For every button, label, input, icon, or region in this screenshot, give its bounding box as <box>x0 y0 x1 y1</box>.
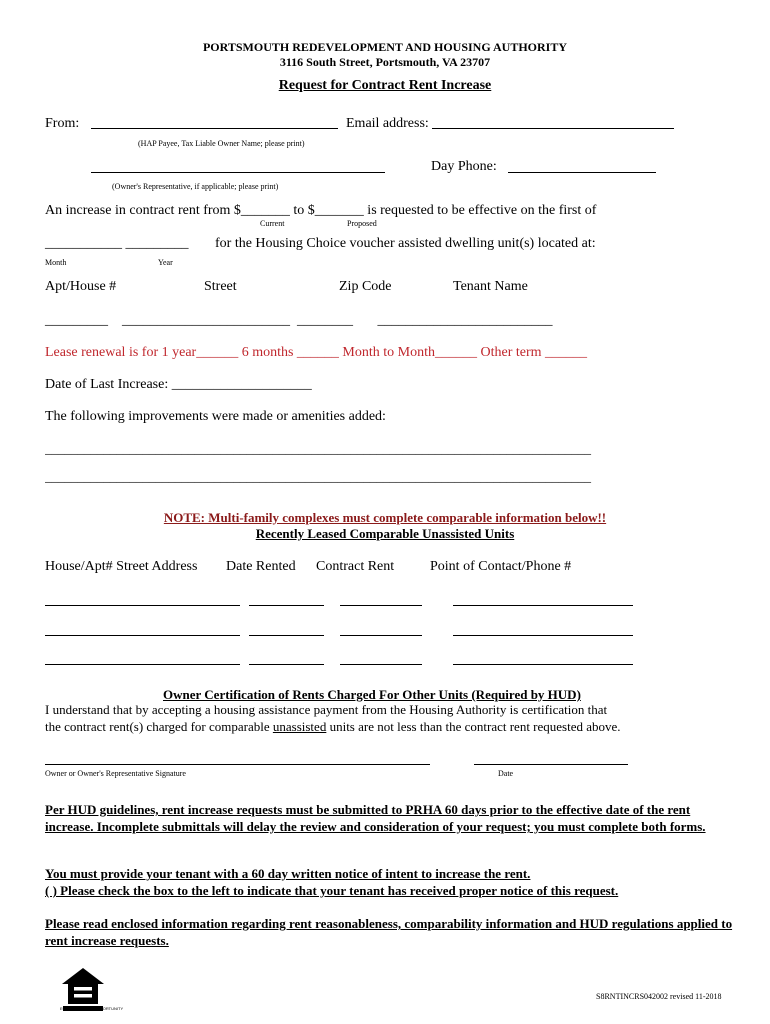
comp-row-3-contact[interactable] <box>453 664 633 665</box>
comp-row-2-address[interactable] <box>45 635 240 636</box>
col-street: Street <box>204 279 237 294</box>
day-phone-field[interactable] <box>508 172 656 173</box>
current-label: Current <box>260 219 285 228</box>
comparables-heading: Recently Leased Comparable Unassisted Units <box>255 526 515 541</box>
page-title: Request for Contract Rent Increase <box>278 78 492 93</box>
certification-text-1: I understand that by accepting a housing assistance payment from the Housing Authority is certification that <box>45 702 608 717</box>
signature-date-field[interactable] <box>474 764 628 765</box>
year-label: Year <box>158 258 173 267</box>
col-tenant-name: Tenant Name <box>453 279 528 294</box>
email-label: Email address: <box>346 116 429 131</box>
month-label: Month <box>45 258 67 267</box>
comp-row-3-date[interactable] <box>249 664 324 665</box>
representative-caption: (Owner's Representative, if applicable; please print) <box>112 182 279 191</box>
comp-col-date-rented: Date Rented <box>226 559 296 574</box>
month-year-blanks[interactable]: ___________ _________ <box>45 236 189 251</box>
col-zip-code: Zip Code <box>339 279 392 294</box>
comp-row-3-rent[interactable] <box>340 664 422 665</box>
unit-row-blanks[interactable]: _________ ________________________ ________ _________________________ <box>45 313 553 328</box>
signature-field[interactable] <box>45 764 430 765</box>
certification-text-2 <box>45 719 621 735</box>
comp-row-3-address[interactable] <box>45 664 240 665</box>
tenant-notice-checkbox[interactable]: ( ) Please check the box to the left to indicate that your tenant has received proper notice of this request. <box>45 883 619 898</box>
representative-name-field[interactable] <box>91 172 385 173</box>
comp-col-address: House/Apt# Street Address <box>45 559 198 574</box>
proposed-label: Proposed <box>347 219 377 228</box>
improvements-line-1[interactable]: ____________________________________________________________________________________ <box>45 441 591 456</box>
signature-date-label: Date <box>498 769 514 778</box>
hud-guidelines-notice: Per HUD guidelines, rent increase requests must be submitted to PRHA 60 days prior to the effective date of the rent increase. Incomplete submittals will delay the review and consideration of your request; you must complete both forms. <box>45 802 706 834</box>
comp-row-1-date[interactable] <box>249 605 324 606</box>
org-address: 3116 South Street, Portsmouth, VA 23707 <box>279 55 491 69</box>
tenant-notice: You must provide your tenant with a 60 day written notice of intent to increase the rent. <box>45 866 531 881</box>
improvements-line-2[interactable]: ____________________________________________________________________________________ <box>45 469 591 484</box>
comp-col-contact: Point of Contact/Phone # <box>430 559 572 574</box>
last-increase-field[interactable]: Date of Last Increase: ____________________ <box>45 377 312 392</box>
col-apt-house: Apt/House # <box>45 279 117 294</box>
comp-row-2-date[interactable] <box>249 635 324 636</box>
certification-heading: Owner Certification of Rents Charged For Other Units (Required by HUD) <box>163 687 581 702</box>
unassisted-word: unassisted <box>272 719 327 734</box>
from-label: From: <box>45 116 80 131</box>
certification-text-2a: the contract rent(s) charged for comparable <box>45 719 273 734</box>
increase-sentence: An increase in contract rent from $_______ to $_______ is requested to be effective on the first of <box>45 203 597 218</box>
improvements-label: The following improvements were made or amenities added: <box>45 409 386 424</box>
logo-caption: EQUAL HOUSING OPPORTUNITY <box>60 1006 124 1011</box>
comp-row-1-contact[interactable] <box>453 605 633 606</box>
lease-renewal-options[interactable]: Lease renewal is for 1 year______ 6 months ______ Month to Month______ Other term ______ <box>45 345 588 360</box>
read-info-notice: Please read enclosed information regarding rent reasonableness, comparability information and HUD regulations applied to rent increase requests. <box>45 916 733 948</box>
comp-row-2-contact[interactable] <box>453 635 633 636</box>
dwelling-units-text: for the Housing Choice voucher assisted dwelling unit(s) located at: <box>215 236 596 251</box>
comp-row-2-rent[interactable] <box>340 635 422 636</box>
form-code: S8RNTINCRS042002 revised 11-2018 <box>596 992 722 1001</box>
owner-name-field[interactable] <box>91 128 338 129</box>
comp-row-1-address[interactable] <box>45 605 240 606</box>
certification-text-2b: units are not less than the contract rent requested above. <box>326 719 621 734</box>
day-phone-label: Day Phone: <box>431 159 497 174</box>
signature-label: Owner or Owner's Representative Signature <box>45 769 186 778</box>
email-field[interactable] <box>432 128 674 129</box>
org-name: PORTSMOUTH REDEVELOPMENT AND HOUSING AUTHORITY <box>202 40 568 54</box>
comp-row-1-rent[interactable] <box>340 605 422 606</box>
comparables-note: NOTE: Multi-family complexes must complete comparable information below!! <box>163 510 607 525</box>
comp-col-contract-rent: Contract Rent <box>316 559 395 574</box>
owner-caption: (HAP Payee, Tax Liable Owner Name; please print) <box>138 139 305 148</box>
